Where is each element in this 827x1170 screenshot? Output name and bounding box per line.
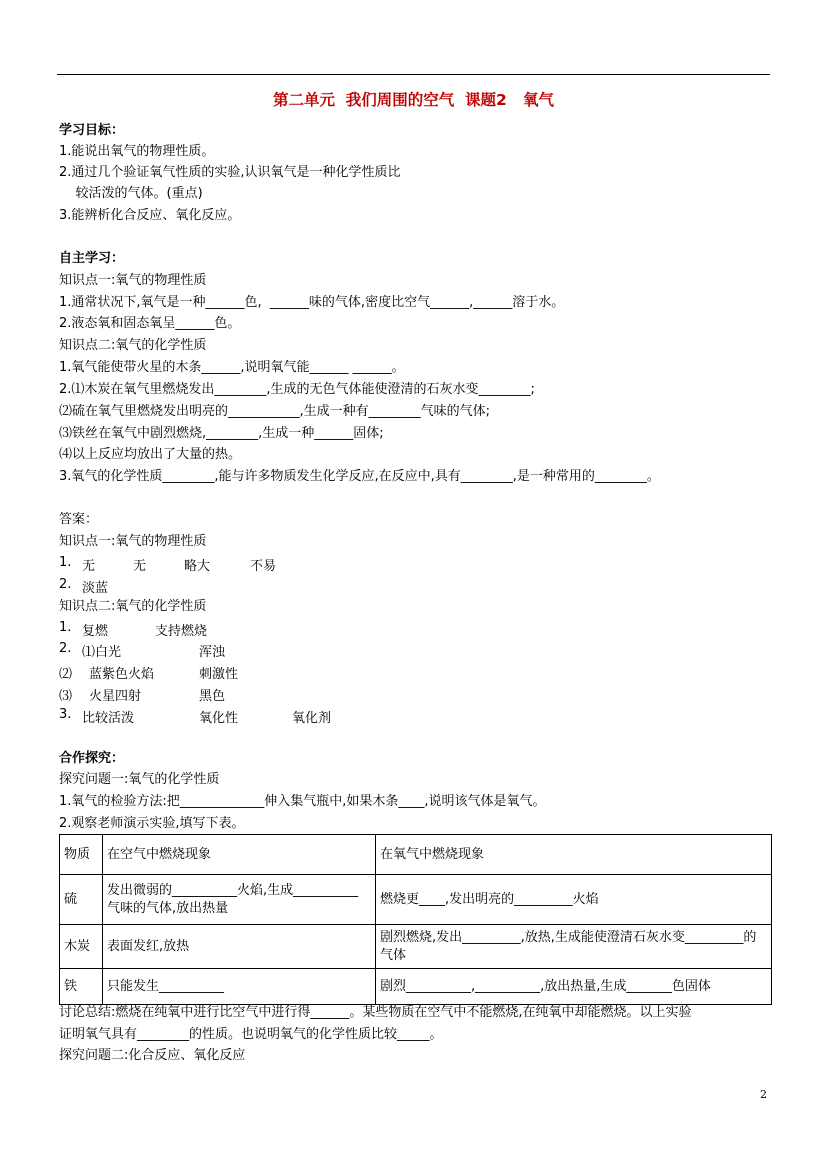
answer-value: ⑴白光 (82, 645, 122, 660)
objective-item: 较活泼的气体。(重点) (59, 186, 203, 201)
answer-value: 支持燃烧 (155, 624, 208, 639)
answer-value: 黑色 (199, 689, 226, 704)
table-cell: 只能发生__________ (103, 969, 376, 1005)
answer-value: 淡蓝 (82, 581, 109, 596)
self-study-line: 3.氧气的化学性质________,能与许多物质发生化学反应,在反应中,具有________,是一种常用的________。 (59, 469, 660, 484)
table-header: 在氧气中燃烧现象 (376, 835, 772, 875)
table-cell: 剧烈燃烧,发出_________,放热,生成能使澄清石灰水变_________的气体 (376, 925, 772, 969)
answer-num: 3. (59, 707, 72, 722)
answers-k2-title: 知识点二:氧气的化学性质 (59, 599, 207, 614)
answer-value: 浑浊 (199, 645, 226, 660)
answer-value: 氧化剂 (292, 711, 332, 726)
question-1-line: 1.氧气的检验方法:把_____________伸入集气瓶中,如果木条____,说明该气体是氧气。 (59, 794, 546, 809)
table-cell: 铁 (60, 969, 103, 1005)
table-cell: 硫 (60, 875, 103, 925)
page-number: 2 (760, 1088, 767, 1101)
table-row (60, 875, 772, 925)
answer-value: 氧化性 (199, 711, 239, 726)
table-cell: 剧烈__________,__________,放出热量,生成_______色固体 (376, 969, 772, 1005)
table-cell: 表面发红,放热 (103, 925, 376, 969)
cooperation-heading: 合作探究： (59, 751, 125, 766)
answer-value: 刺激性 (199, 667, 239, 682)
answer-value: 火星四射 (89, 689, 142, 704)
table-row (60, 925, 772, 969)
table-header: 在空气中燃烧现象 (103, 835, 376, 875)
answer-value: 略大 (184, 559, 211, 574)
self-study-line: 1.通常状况下,氧气是一种______色, ______味的气体,密度比空气______,______溶于水。 (59, 295, 565, 310)
objective-item: 3.能辨析化合反应、氧化反应。 (59, 208, 241, 223)
answer-num: 1. (59, 620, 72, 635)
combustion-table (59, 834, 772, 1005)
answer-value: 复燃 (82, 624, 109, 639)
self-study-line: 知识点二:氧气的化学性质 (59, 338, 207, 353)
objectives-heading: 学习目标： (59, 123, 125, 138)
self-study-line: 2.液态氧和固态氧呈______色。 (59, 316, 241, 331)
question-1-title: 探究问题一:氧气的化学性质 (59, 772, 220, 787)
page-title: 第二单元 我们周围的空气 课题2 氧气 (272, 91, 555, 109)
answer-value: 比较活泼 (82, 711, 135, 726)
objective-item: 2.通过几个验证氧气性质的实验,认识氧气是一种化学性质比 (59, 165, 401, 180)
objective-item: 1.能说出氧气的物理性质。 (59, 144, 215, 159)
answer-num: 2. (59, 641, 72, 656)
question-2-title: 探究问题二:化合反应、氧化反应 (59, 1048, 246, 1063)
table-cell: 发出微弱的__________火焰,生成__________气味的气体,放出热量 (103, 875, 376, 925)
answer-num: ⑵ (59, 667, 73, 682)
table-row (60, 969, 772, 1005)
self-study-heading: 自主学习： (59, 251, 125, 266)
answer-value: 不易 (250, 559, 277, 574)
table-cell: 燃烧更____,发出明亮的_________火焰 (376, 875, 772, 925)
answer-num: ⑶ (59, 689, 73, 704)
answer-value: 无 (133, 559, 147, 574)
self-study-line: 2.⑴木炭在氧气里燃烧发出________,生成的无色气体能使澄清的石灰水变________; (59, 382, 535, 397)
answer-num: 2. (59, 577, 72, 592)
table-header: 物质 (60, 835, 103, 875)
discussion-line: 讨论总结:燃烧在纯氧中进行比空气中进行得______。某些物质在空气中不能燃烧,在纯氧中却能燃烧。以上实验 (59, 1005, 692, 1020)
answers-heading: 答案： (59, 512, 99, 527)
header-rule (57, 74, 770, 75)
self-study-line: ⑵硫在氧气里燃烧发出明亮的___________,生成一种有________气味的气体; (59, 404, 491, 419)
answer-value: 蓝紫色火焰 (89, 667, 155, 682)
discussion-line: 证明氧气具有________的性质。也说明氧气的化学性质比较_____。 (59, 1027, 443, 1042)
self-study-line: ⑷以上反应均放出了大量的热。 (59, 447, 242, 462)
answer-value: 无 (82, 559, 96, 574)
self-study-line: 知识点一:氧气的物理性质 (59, 273, 207, 288)
self-study-line: ⑶铁丝在氧气中剧烈燃烧,________,生成一种______固体; (59, 426, 384, 441)
self-study-line: 1.氧气能使带火星的木条______,说明氧气能______ ______。 (59, 360, 405, 375)
answers-k1-title: 知识点一:氧气的物理性质 (59, 534, 207, 549)
question-1-line: 2.观察老师演示实验,填写下表。 (59, 816, 245, 831)
table-cell: 木炭 (60, 925, 103, 969)
table-header-row (60, 835, 772, 875)
answer-num: 1. (59, 555, 72, 570)
